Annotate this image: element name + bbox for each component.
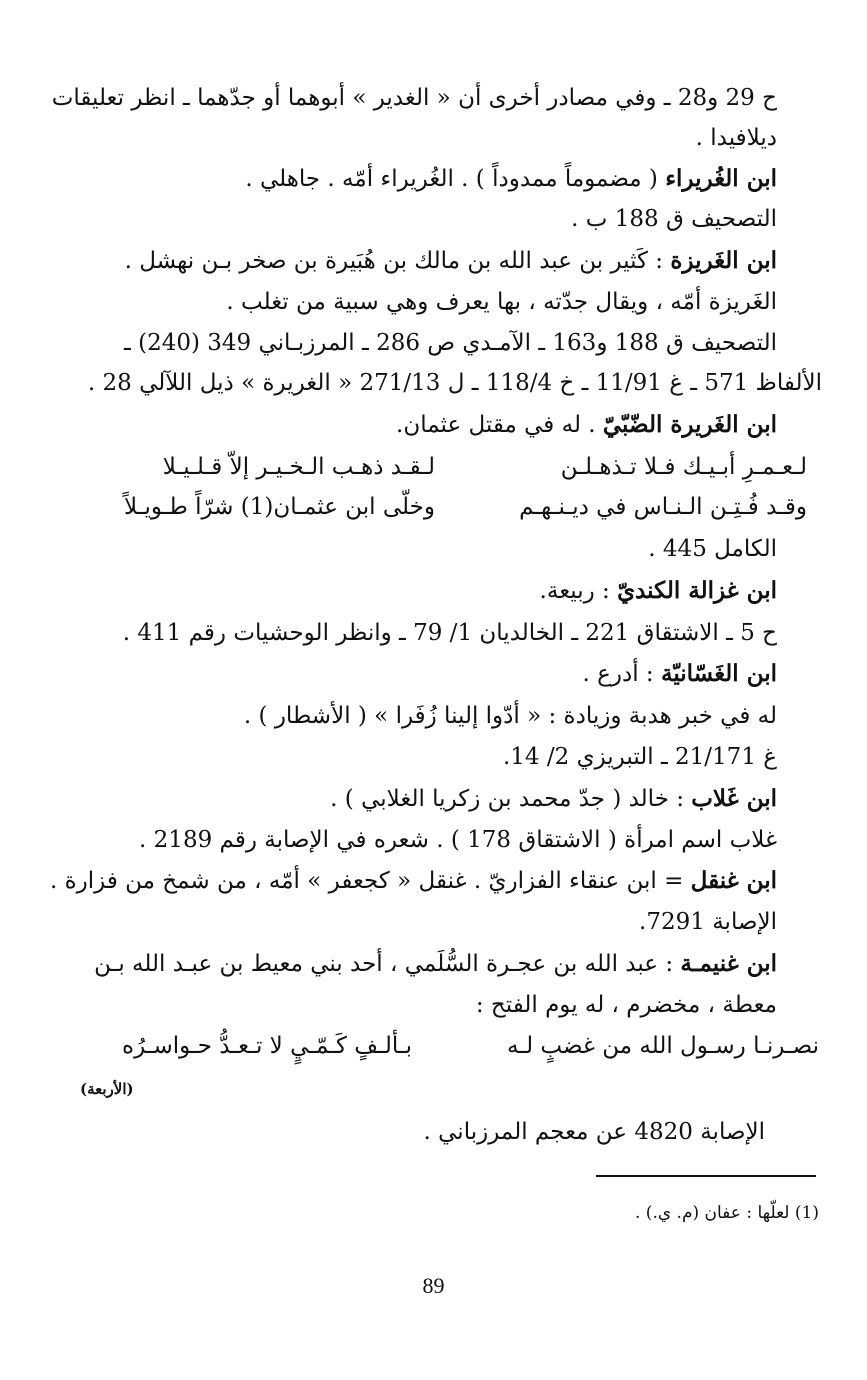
text-line: غلاب اسم امرأة ( الاشتقاق 178 ) . شعره في الإصابة رقم 2189 . <box>139 827 777 853</box>
entry-line: ابن غزالة الكنديّ : ربيعة. <box>539 577 777 604</box>
text-line: ح 5 ـ الاشتقاق 221 ـ الخالديان 1/ 79 ـ وانظر الوحشيات رقم 411 . <box>122 620 777 646</box>
text-line: التصحيف ق 188 و163 ـ الآمـدي ص 286 ـ المرزبـاني 349 (240) ـ <box>124 330 777 356</box>
verse-first-hemistich: نصـرنـا رسـول الله من غضبٍ لـه <box>507 1033 819 1059</box>
text-line: له في خبر هدبة وزيادة : « أدّوا إلينا زُفَرا » ( الأشطار ) . <box>243 703 777 729</box>
entry-heading: ابن غَلاب <box>691 785 777 812</box>
verse-first-hemistich: لـعـمـرِ أبـيـك فـلا تـذهـلـن <box>560 454 807 480</box>
entry-line: ابن غنيمـة : عبد الله بن عجـرة السُّلَمي ، أحد بني معيط بن عبـد الله بـن <box>94 950 777 977</box>
text-line: الغَريزة أمّه ، ويقال جدّته ، بها يعرف وهي سبية من تغلب . <box>226 289 777 315</box>
entry-line: ابن غَلاب : خالد ( جدّ محمد بن زكريا الغلابي ) . <box>330 785 777 812</box>
text-line: الكامل 445 . <box>648 536 777 562</box>
text-line: الألفاظ 571 ـ غ 11/91 ـ خ 118/4 ـ ل 271/13 « الغريرة » ذيل اللآلي 28 . <box>87 370 822 396</box>
entry-heading: ابن الغَسّانيّة <box>661 660 777 687</box>
meter-tag: (الأربعة) <box>80 1080 134 1098</box>
text-line: ديلافيدا . <box>695 125 777 151</box>
entry-heading: ابن غنقل <box>690 867 777 894</box>
footnote: (1) لعلّها : عفان (م. ي.) . <box>635 1203 819 1223</box>
verse-second-hemistich: بـألـفٍ كَـمّـيٍ لا تـعـدُّ حـواسـرُه <box>122 1033 412 1059</box>
entry-heading: ابن الغُريراء <box>665 165 777 192</box>
entry-heading: ابن غنيمـة <box>680 950 777 977</box>
verse-first-hemistich: وقـد فُـتِـن الـنـاس في ديـنـهـم <box>519 494 807 520</box>
verse-second-hemistich: وخلّى ابن عثمـان(1) شرّاً طـويـلاً <box>124 494 435 520</box>
text-line: الإصابة 4820 عن معجم المرزباني . <box>423 1119 765 1145</box>
page-number: 89 <box>422 1273 445 1298</box>
entry-line: ابن الغَسّانيّة : أدرع . <box>582 660 777 687</box>
text-line: ح 29 و28 ـ وفي مصادر أخرى أن « الغدير » أبوهما أو جدّهما ـ انظر تعليقات <box>51 85 777 111</box>
text-line: معطة ، مخضرم ، له يوم الفتح : <box>475 992 777 1018</box>
footnote-divider <box>596 1175 816 1177</box>
entry-heading: ابن الغَريرة الضّبّيّ <box>602 411 777 438</box>
text-line: الإصابة 7291. <box>639 909 777 935</box>
text-line: غ 21/171 ـ التبريزي 2/ 14. <box>502 744 777 770</box>
verse-second-hemistich: لـقـد ذهـب الـخـيـر إلاّ قـلـيـلا <box>162 454 435 480</box>
entry-line: ابن الغُريراء ( مضموماً ممدوداً ) . الغُريراء أمّه . جاهلي . <box>245 165 777 192</box>
entry-line: ابن غنقل = ابن عنقاء الفزاريّ . غنقل « كجعفر » أمّه ، من شمخ من فزارة . <box>49 867 777 894</box>
entry-line: ابن الغَريزة : كَثير بن عبد الله بن مالك بن هُبَيرة بن صخر بـن نهشل . <box>124 247 777 274</box>
entry-heading: ابن الغَريزة <box>670 247 777 274</box>
text-line: التصحيف ق 188 ب . <box>571 206 777 232</box>
entry-line: ابن الغَريرة الضّبّيّ . له في مقتل عثمان. <box>396 411 777 438</box>
entry-heading: ابن غزالة الكنديّ <box>617 577 777 604</box>
